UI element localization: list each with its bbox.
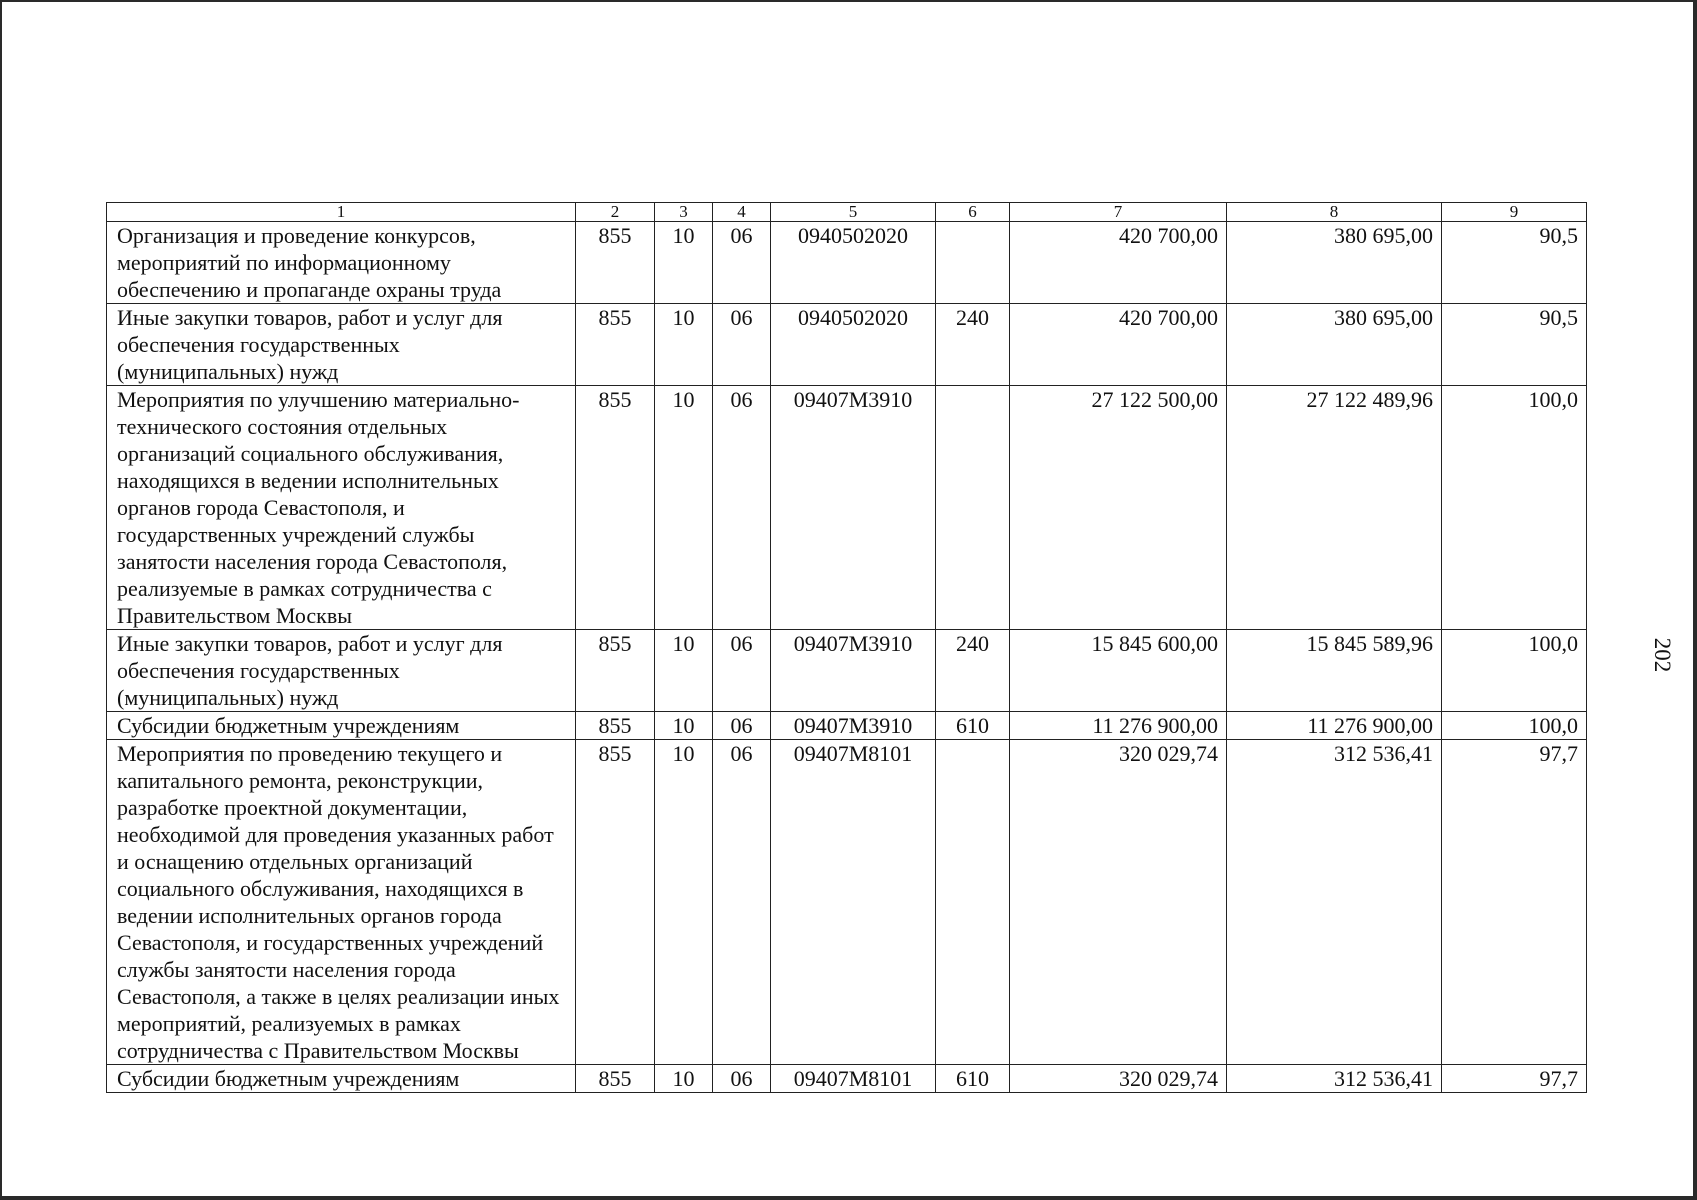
cell-code-3: 10 xyxy=(655,712,713,740)
cell-amount-8: 11 276 900,00 xyxy=(1227,712,1442,740)
cell-amount-8: 380 695,00 xyxy=(1227,304,1442,386)
table-row xyxy=(107,712,1587,740)
cell-amount-8: 312 536,41 xyxy=(1227,740,1442,1065)
cell-code-5: 0940502020 xyxy=(771,222,936,304)
cell-code-5: 09407M3910 xyxy=(771,386,936,630)
cell-code-4: 06 xyxy=(713,630,771,712)
column-number: 7 xyxy=(1010,203,1227,222)
table-row xyxy=(107,1065,1587,1093)
row-description: Субсидии бюджетным учреждениям xyxy=(107,1065,576,1093)
cell-code-6 xyxy=(936,740,1010,1065)
cell-code-4: 06 xyxy=(713,712,771,740)
scan-border-right xyxy=(1693,0,1697,1200)
cell-code-2: 855 xyxy=(576,630,655,712)
cell-code-6: 240 xyxy=(936,304,1010,386)
column-number: 4 xyxy=(713,203,771,222)
table-row xyxy=(107,304,1587,386)
cell-code-2: 855 xyxy=(576,386,655,630)
column-number: 6 xyxy=(936,203,1010,222)
cell-amount-7: 420 700,00 xyxy=(1010,222,1227,304)
cell-code-5: 0940502020 xyxy=(771,304,936,386)
cell-amount-7: 27 122 500,00 xyxy=(1010,386,1227,630)
cell-code-3: 10 xyxy=(655,740,713,1065)
cell-code-6 xyxy=(936,386,1010,630)
column-number: 5 xyxy=(771,203,936,222)
cell-code-3: 10 xyxy=(655,304,713,386)
cell-amount-7: 320 029,74 xyxy=(1010,1065,1227,1093)
cell-amount-7: 15 845 600,00 xyxy=(1010,630,1227,712)
scan-border-bottom xyxy=(0,1196,1697,1200)
cell-code-4: 06 xyxy=(713,740,771,1065)
cell-code-2: 855 xyxy=(576,304,655,386)
cell-percent-9: 100,0 xyxy=(1442,630,1587,712)
cell-code-4: 06 xyxy=(713,304,771,386)
cell-code-3: 10 xyxy=(655,386,713,630)
cell-code-2: 855 xyxy=(576,1065,655,1093)
page-number: 202 xyxy=(1650,637,1675,673)
cell-code-5: 09407M8101 xyxy=(771,740,936,1065)
cell-code-5: 09407M3910 xyxy=(771,712,936,740)
cell-code-2: 855 xyxy=(576,712,655,740)
cell-code-5: 09407M3910 xyxy=(771,630,936,712)
column-number: 3 xyxy=(655,203,713,222)
cell-code-6: 610 xyxy=(936,1065,1010,1093)
cell-code-6: 240 xyxy=(936,630,1010,712)
cell-code-3: 10 xyxy=(655,1065,713,1093)
cell-percent-9: 100,0 xyxy=(1442,386,1587,630)
cell-percent-9: 100,0 xyxy=(1442,712,1587,740)
column-number-row xyxy=(107,203,1587,222)
cell-code-3: 10 xyxy=(655,630,713,712)
cell-code-5: 09407M8101 xyxy=(771,1065,936,1093)
cell-amount-8: 27 122 489,96 xyxy=(1227,386,1442,630)
table-row xyxy=(107,222,1587,304)
cell-amount-8: 312 536,41 xyxy=(1227,1065,1442,1093)
row-description: Мероприятия по улучшению материально-технического состояния отдельных организаций социального обслуживания, находящихся в ведении исполнительных органов города Севастополя, и государственных учреждений службы занятости населения города Севастополя, реализуемые в рамках сотрудничества с Правительством Москвы xyxy=(107,386,576,630)
cell-percent-9: 97,7 xyxy=(1442,1065,1587,1093)
cell-amount-7: 320 029,74 xyxy=(1010,740,1227,1065)
row-description: Субсидии бюджетным учреждениям xyxy=(107,712,576,740)
column-number: 2 xyxy=(576,203,655,222)
table-row xyxy=(107,630,1587,712)
row-description: Иные закупки товаров, работ и услуг для обеспечения государственных (муниципальных) нужд xyxy=(107,630,576,712)
row-description: Иные закупки товаров, работ и услуг для обеспечения государственных (муниципальных) нужд xyxy=(107,304,576,386)
cell-code-4: 06 xyxy=(713,1065,771,1093)
table-row xyxy=(107,740,1587,1065)
column-number: 8 xyxy=(1227,203,1442,222)
cell-percent-9: 97,7 xyxy=(1442,740,1587,1065)
cell-percent-9: 90,5 xyxy=(1442,222,1587,304)
scan-border-left xyxy=(0,0,2,1200)
cell-code-2: 855 xyxy=(576,740,655,1065)
row-description: Мероприятия по проведению текущего и капитального ремонта, реконструкции, разработке проектной документации, необходимой для проведения указанных работ и оснащению отдельных организаций социального обслуживания, находящихся в ведении исполнительных органов города Севастополя, и государственных учреждений службы занятости населения города Севастополя, а также в целях реализации иных мероприятий, реализуемых в рамках сотрудничества с Правительством Москвы xyxy=(107,740,576,1065)
column-number: 1 xyxy=(107,203,576,222)
cell-code-2: 855 xyxy=(576,222,655,304)
table-row xyxy=(107,386,1587,630)
cell-amount-7: 11 276 900,00 xyxy=(1010,712,1227,740)
cell-code-6 xyxy=(936,222,1010,304)
cell-percent-9: 90,5 xyxy=(1442,304,1587,386)
cell-code-6: 610 xyxy=(936,712,1010,740)
scan-border-top xyxy=(0,0,1697,2)
row-description: Организация и проведение конкурсов, мероприятий по информационному обеспечению и пропаганде охраны труда xyxy=(107,222,576,304)
cell-amount-7: 420 700,00 xyxy=(1010,304,1227,386)
budget-table xyxy=(106,202,1587,1093)
cell-amount-8: 380 695,00 xyxy=(1227,222,1442,304)
cell-code-4: 06 xyxy=(713,386,771,630)
column-number: 9 xyxy=(1442,203,1587,222)
table-body xyxy=(107,203,1587,1093)
cell-amount-8: 15 845 589,96 xyxy=(1227,630,1442,712)
cell-code-4: 06 xyxy=(713,222,771,304)
cell-code-3: 10 xyxy=(655,222,713,304)
